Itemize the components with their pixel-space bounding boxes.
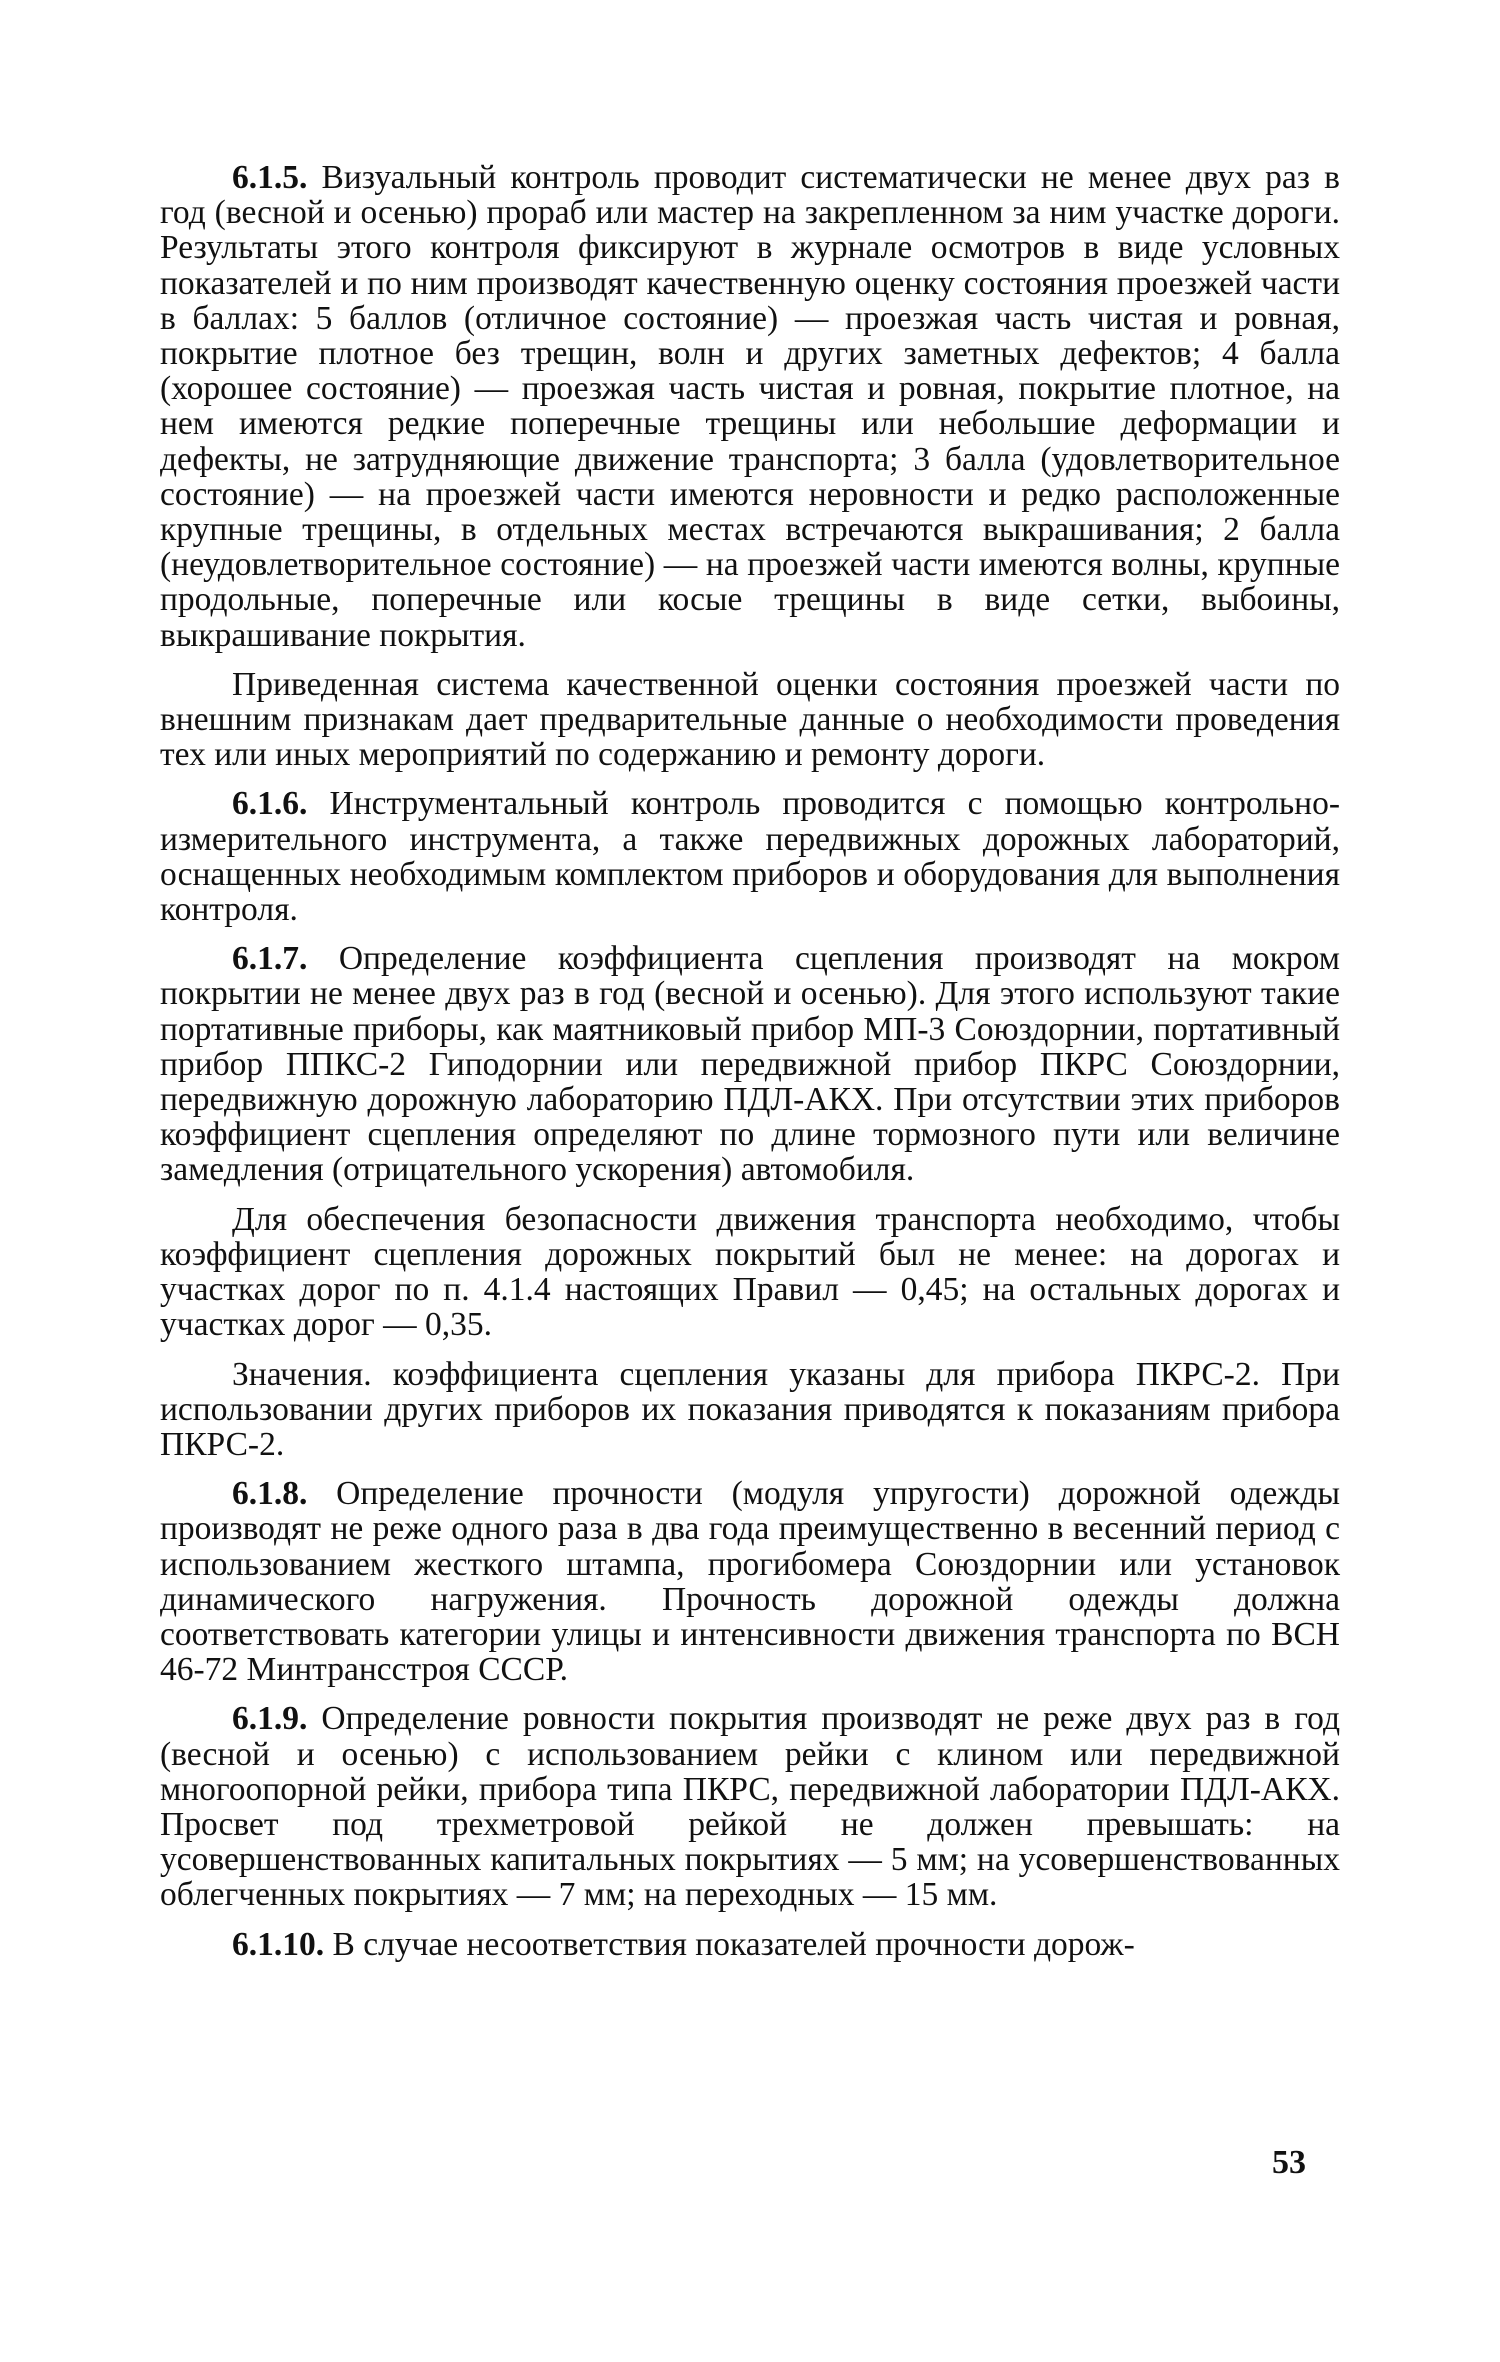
paragraph-safety-coefficient — [160, 1202, 1340, 1343]
paragraph-text: Значения. коэффициента сцепления указаны для прибора ПКРС-2. При использовании других приборов их показания приводятся к показаниям прибора ПКРС-2. — [160, 1355, 1340, 1463]
paragraph-assessment-system — [160, 667, 1340, 773]
clause-number: 6.1.6. — [232, 785, 308, 823]
paragraph-6-1-5 — [160, 160, 1340, 653]
page-body — [160, 160, 1340, 1976]
paragraph-text: Визуальный контроль проводит систематически не менее двух раз в год (весной и осенью) прораб или мастер на закрепленном за ним участке дороги. Результаты этого контроля фиксируют в журнале осмотров в виде условных показателей и по ним производят качественную оценку состояния проезжей части в баллах: 5 баллов (отличное состояние) — проезжая часть чистая и ровная, покрытие плотное без трещин, волн и других заметных дефектов; 4 балла (хорошее состояние) — проезжая часть чистая и ровная, покрытие плотное, на нем имеются редкие поперечные трещины или небольшие деформации и дефекты, не затрудняющие движение транспорта; 3 балла (удовлетворительное состояние) — на проезжей части имеются неровности и редко расположенные крупные трещины, в отдельных местах встречаются выкрашивания; 2 балла (неудовлетворительное состояние) — на проезжей части имеются волны, крупные продольные, поперечные или косые трещины в виде сетки, выбоины, выкрашивание покрытия. — [160, 159, 1340, 654]
clause-number: 6.1.10. — [232, 1925, 325, 1963]
paragraph-text: Определение ровности покрытия производят не реже двух раз в год (весной и осенью) с использованием рейки с клином или передвижной многоопорной рейки, прибора типа ПКРС, передвижной лаборатории ПДЛ-АКХ. Просвет под трехметровой рейкой не должен превышать: на усовершенствованных капитальных покрытиях — 5 мм; на усовершенствованных облегченных покрытиях — 7 мм; на переходных — 15 мм. — [160, 1700, 1340, 1914]
paragraph-text: В случае несоответствия показателей прочности дорож- — [324, 1925, 1135, 1963]
paragraph-6-1-7 — [160, 941, 1340, 1187]
paragraph-6-1-8 — [160, 1476, 1340, 1687]
paragraph-coefficient-values — [160, 1357, 1340, 1463]
paragraph-6-1-10 — [160, 1927, 1340, 1962]
clause-number: 6.1.8. — [232, 1475, 308, 1513]
paragraph-text: Инструментальный контроль проводится с помощью контрольно-измерительного инструмента, а также передвижных дорожных лабораторий, оснащенных необходимым комплектом приборов и оборудования для выполнения контроля. — [160, 785, 1340, 929]
clause-number: 6.1.7. — [232, 940, 308, 978]
paragraph-text: Для обеспечения безопасности движения транспорта необходимо, чтобы коэффициент сцепления дорожных покрытий был не менее: на дорогах и участках дорог по п. 4.1.4 настоящих Правил — 0,45; на остальных дорогах и участках дорог — 0,35. — [160, 1200, 1340, 1344]
page-number: 53 — [1272, 2144, 1306, 2181]
paragraph-text: Определение коэффициента сцепления производят на мокром покрытии не менее двух раз в год (весной и осенью). Для этого используют такие портативные приборы, как маятниковый прибор МП-3 Союздорнии, портативный прибор ППКС-2 Гиподорнии или передвижной прибор ПКРС Союздорнии, передвижную дорожную лабораторию ПДЛ-АКХ. При отсутствии этих приборов коэффициент сцепления определяют по длине тормозного пути или величине замедления (отрицательного ускорения) автомобиля. — [160, 940, 1340, 1189]
paragraph-text: Определение прочности (модуля упругости) дорожной одежды производят не реже одного раза в два года преимущественно в весенний период с использованием жесткого штампа, прогибомера Союздорнии или установок динамического нагружения. Прочность дорожной одежды должна соответствовать категории улицы и интенсивности движения транспорта по ВСН 46-72 Минтрансстроя СССР. — [160, 1475, 1340, 1689]
paragraph-6-1-9 — [160, 1701, 1340, 1912]
clause-number: 6.1.9. — [232, 1700, 308, 1738]
paragraph-6-1-6 — [160, 786, 1340, 927]
paragraph-text: Приведенная система качественной оценки состояния проезжей части по внешним признакам дает предварительные данные о необходимости проведения тех или иных мероприятий по содержанию и ремонту дороги. — [160, 665, 1340, 774]
clause-number: 6.1.5. — [232, 159, 308, 196]
